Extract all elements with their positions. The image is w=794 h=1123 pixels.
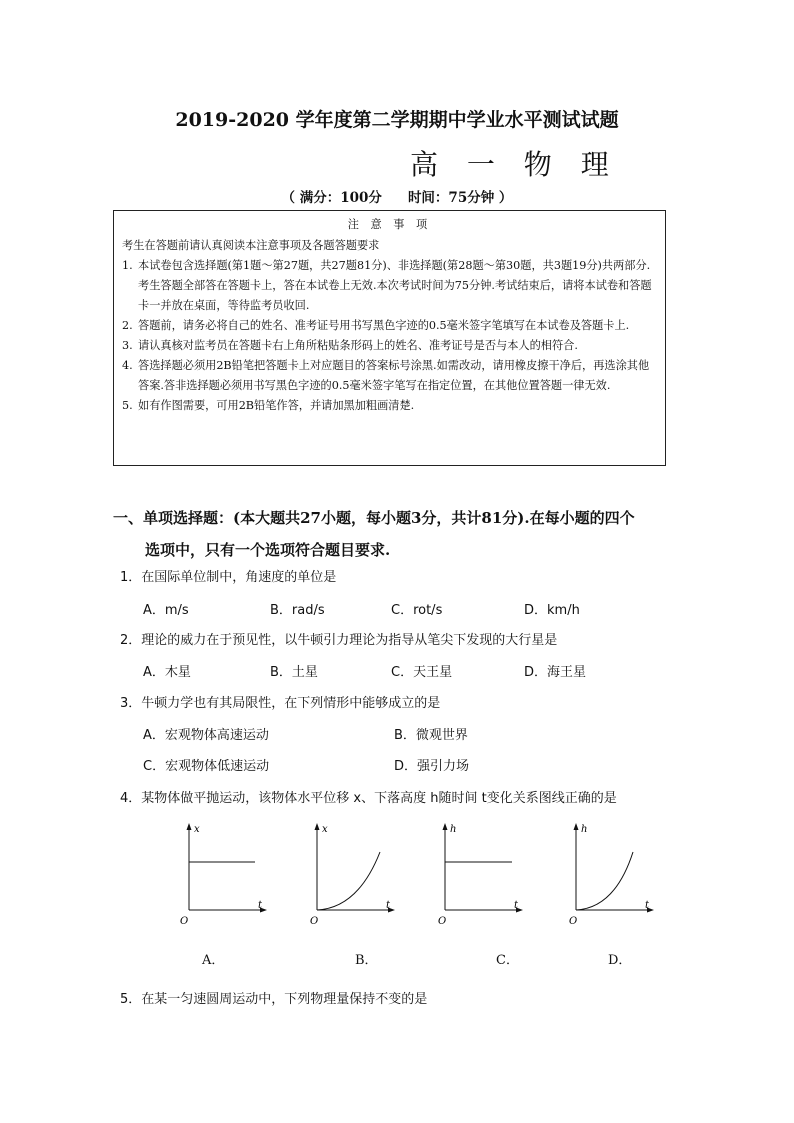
question-4-stem: 4．某物体做平抛运动，该物体水平位移 x、下落高度 h随时间 t变化关系图线正确的是 <box>120 791 617 806</box>
graph-d-ylabel: h <box>581 824 588 835</box>
notice-item-text: 请认真核对监考员在答题卡右上角所粘贴条形码上的姓名、准考证号是否与本人的相符合. <box>138 339 578 352</box>
graph-d-origin: O <box>569 916 578 927</box>
graph-option-c <box>426 818 536 930</box>
notice-item-num: 4. <box>122 359 133 372</box>
q3-option-c: C．宏观物体低速运动 <box>143 759 270 774</box>
q2-option-d: D．海王星 <box>524 665 587 680</box>
notice-item <box>122 396 657 416</box>
q2-option-c: C．天王星 <box>391 665 453 680</box>
question-1-stem: 1．在国际单位制中，角速度的单位是 <box>120 570 337 585</box>
graph-option-b <box>298 818 408 930</box>
notice-item-num: 1. <box>122 259 133 272</box>
section-line-1: 一、单项选择题：(本大题共27小题，每小题3分，共计81分).在每小题的四个 <box>113 509 635 527</box>
notice-item <box>122 256 657 316</box>
graph-a-xlabel: t <box>258 900 263 911</box>
notice-item-num: 2. <box>122 319 133 332</box>
graph-a-origin: O <box>180 916 189 927</box>
notice-item-num: 3. <box>122 339 133 352</box>
q2-option-a: A．木星 <box>143 665 191 680</box>
notice-item-text: 答选择题必须用2B铅笔把答题卡上对应题目的答案标号涂黑.如需改动，请用橡皮擦干净后，再选涂其他答案.答非选择题必须用书写黑色字迹的0.5毫米签字笔写在指定位置，在其他位置答题一律无效. <box>138 359 650 392</box>
graph-c-option-label: C． <box>496 953 519 968</box>
full-score: （ 满分：100分 <box>281 190 382 206</box>
graph-c-ylabel: h <box>450 824 457 835</box>
notice-item-text: 如有作图需要，可用2B铅笔作答，并请加黑加粗画清楚. <box>138 399 415 412</box>
q1-option-d: D．km/h <box>524 603 580 618</box>
question-5-stem: 5．在某一匀速圆周运动中，下列物理量保持不变的是 <box>120 992 428 1007</box>
graph-a-option-label: A． <box>202 953 225 968</box>
graph-option-a <box>170 818 280 930</box>
notice-title: 注 意 事 项 <box>347 218 432 231</box>
graph-c-origin: O <box>438 916 447 927</box>
notice-item <box>122 336 657 356</box>
notice-box <box>113 210 666 466</box>
q1-option-a: A．m/s <box>143 603 189 618</box>
graph-d-curve <box>576 852 633 910</box>
subject-title: 高 一 物 理 <box>410 148 619 181</box>
graph-d-xlabel: t <box>645 900 650 911</box>
notice-item-text: 答题前，请务必将自己的姓名、准考证号用书写黑色字迹的0.5毫米签字笔填写在本试卷及答题卡上. <box>138 319 630 332</box>
graph-b-ylabel: x <box>322 824 328 835</box>
graph-d-option-label: D． <box>608 953 632 968</box>
graph-b-option-label: B． <box>355 953 378 968</box>
q2-option-b: B．土星 <box>270 665 318 680</box>
exam-title: 2019-2020 学年度第二学期期中学业水平测试试题 <box>175 109 619 131</box>
graph-option-d <box>557 818 667 930</box>
notice-intro: 考生在答题前请认真阅读本注意事项及各题答题要求 <box>122 239 380 252</box>
notice-item <box>122 316 657 336</box>
graph-a-ylabel: x <box>194 824 200 835</box>
q3-option-a: A．宏观物体高速运动 <box>143 728 269 743</box>
exam-info <box>0 186 794 206</box>
notice-item-text: 本试卷包含选择题(第1题～第27题，共27题81分)、非选择题(第28题～第30题，共3题19分)共两部分.考生答题全部答在答题卡上，答在本试卷上无效.本次考试时间为75分钟.考试结束后，请将本试卷和答题卡一并放在桌面，等待监考员收回. <box>138 259 652 312</box>
exam-time: 时间：75分钟 ） <box>407 190 513 206</box>
notice-item-num: 5. <box>122 399 133 412</box>
graph-b-xlabel: t <box>386 900 391 911</box>
graph-c-xlabel: t <box>514 900 519 911</box>
question-2-stem: 2．理论的威力在于预见性，以牛顿引力理论为指导从笔尖下发现的大行星是 <box>120 633 558 648</box>
graph-b-origin: O <box>310 916 319 927</box>
q3-option-b: B．微观世界 <box>394 728 468 743</box>
section-heading <box>113 502 693 566</box>
section-line-2: 选项中，只有一个选项符合题目要求. <box>145 541 391 559</box>
q3-option-d: D．强引力场 <box>394 759 470 774</box>
q1-option-c: C．rot/s <box>391 603 443 618</box>
notice-item <box>122 356 657 396</box>
q1-option-b: B．rad/s <box>270 603 325 618</box>
question-3-stem: 3．牛顿力学也有其局限性，在下列情形中能够成立的是 <box>120 696 441 711</box>
graph-b-curve <box>317 852 380 910</box>
